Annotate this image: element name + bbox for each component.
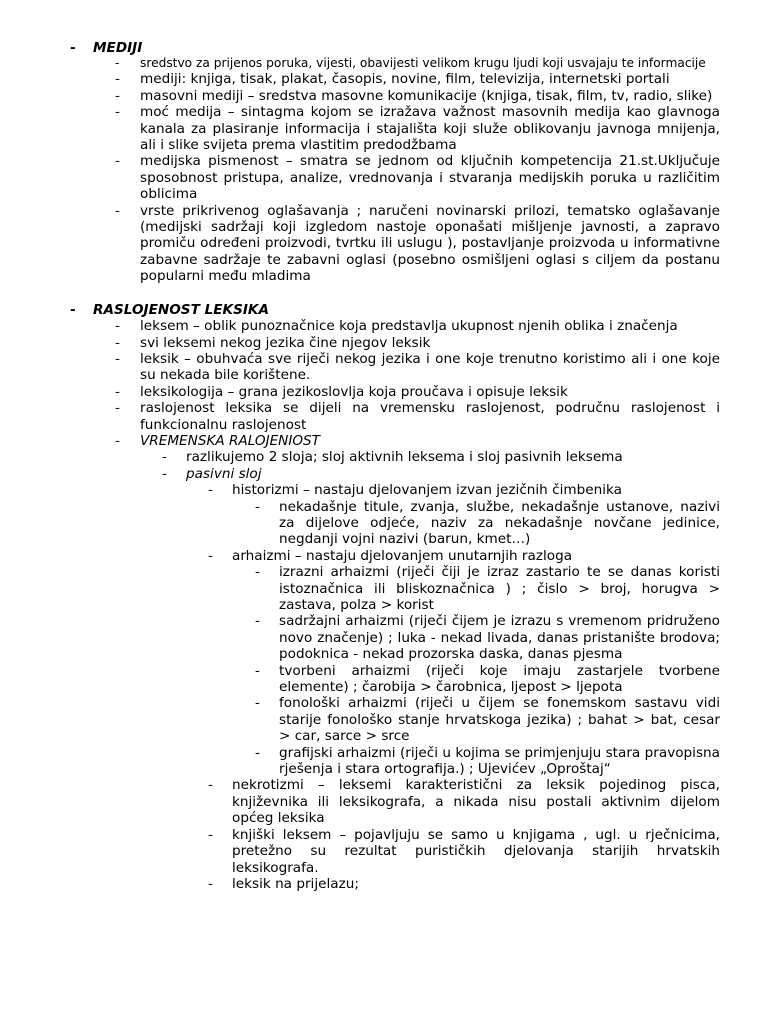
list-item-text: leksem – oblik punoznačnice koja predstavlja ukupnost njenih oblika i značenja (140, 318, 678, 335)
list-item-text: masovni mediji – sredstva masovne komunikacije (knjiga, tisak, film, tv, radio, slike) (140, 87, 713, 104)
bullet-dash: - (208, 482, 213, 499)
list-item-text: grafijski arhaizmi (riječi u kojima se primjenjuju stara pravopisna rješenja i stara ortografija.) ; Ujevićev „Oproštaj“ (279, 744, 720, 778)
bullet-dash: - (115, 383, 120, 400)
list-item-text: knjiški leksem – pojavljuju se samo u knjigama , ugl. u rječnicima, pretežno su rezultat purističkih djelovanja starijih hrvatskih leksikografa. (232, 826, 720, 876)
list-item (255, 662, 720, 696)
list-item (115, 71, 720, 88)
bullet-dash: - (115, 202, 120, 219)
list-item-prijelaz (208, 875, 720, 892)
list-item (115, 153, 720, 203)
bullet-dash: - (70, 301, 76, 318)
section-title: MEDIJI (93, 40, 143, 56)
list-item-text: leksikologija – grana jezikoslovlja koja proučava i opisuje leksik (140, 383, 568, 400)
bullet-dash: - (255, 695, 260, 712)
bullet-dash: - (115, 318, 120, 335)
list-item (255, 744, 720, 778)
list-item-text: izrazni arhaizmi (riječi čiji je izraz zastario te se danas koristi istoznačnica ili bliskoznačnica ) ; čislo > broj, horugva > zastava, polza > korist (279, 564, 720, 613)
list-item-arhaizmi (208, 547, 720, 564)
list-item (115, 104, 720, 154)
bullet-dash: - (115, 56, 120, 71)
list-item-text: moć medija – sintagma kojom se izražava važnost masovnih medija kao glavnoga kanala za plasiranje informacija i stajališta koji služe oblikovanju javnoga mnijenja, ali i slike svijeta prema vlastitim predodžbama (140, 104, 720, 154)
document-page (0, 40, 768, 892)
bullet-dash: - (255, 613, 260, 630)
bullet-dash: - (115, 400, 120, 417)
list-item-text: vrste prikrivenog oglašavanja ; naručeni novinarski prilozi, tematsko oglašavanje (medijski sadržaji koji izgledom nastoje oponašati mišljenje javnosti, a zapravo promiču određeni proizvodi, tvrtku ili uslugu ), postavljanje proizvoda u informativne zabavne sadržaje te zabavni oglasi (posebno osmišljeni oglasi s ciljem da postanu popularni među mladima (140, 202, 720, 285)
bullet-dash: - (208, 875, 213, 892)
list-item-text: raslojenost leksika se dijeli na vremensku raslojenost, područnu raslojenost i funkcionalnu raslojenost (140, 400, 720, 433)
list-item-text: razlikujemo 2 sloja; sloj aktivnih leksema i sloj pasivnih leksema (186, 449, 623, 466)
bullet-dash: - (208, 777, 213, 794)
subheading-text: pasivni sloj (186, 465, 262, 482)
bullet-dash: - (115, 334, 120, 351)
bullet-dash: - (115, 87, 120, 104)
list-item-text: sadržajni arhaizmi (riječi čijem je izrazu s vremenom pridruženo novo značenje) ; luka - nekad livada, danas pristanište brodova; podoknica - nekad prozorska daska, danas pjesma (279, 613, 720, 663)
bullet-dash: - (115, 432, 120, 449)
list-item (115, 318, 720, 335)
list-item-text: nekadašnje titule, zvanja, službe, nekadašnje ustanove, nazivi za dijelove odjeće, naziv za nekadašnje novčane jedinice, negdanji vojni nazivi (barun, kmet…) (279, 498, 720, 548)
list-item (115, 202, 720, 285)
bullet-dash: - (115, 350, 120, 367)
list-item (255, 498, 720, 548)
bullet-dash: - (115, 71, 120, 88)
list-item-text: nekrotizmi – leksemi karakteristični za leksik pojedinog pisca, književnika ili leksikografa, a nikada nisu postali aktivnim dijelom općeg leksika (232, 777, 720, 827)
list-item-text: medijska pismenost – smatra se jednom od ključnih kompetencija 21.st.Uključuje sposobnost pristupa, analize, vrednovanja i stvaranja medijskih poruka u različitim oblicima (140, 153, 720, 203)
list-item (115, 400, 720, 433)
bullet-dash: - (255, 662, 260, 679)
list-item (115, 56, 720, 71)
bullet-dash: - (115, 153, 120, 170)
bullet-dash: - (162, 465, 167, 482)
bullet-dash: - (255, 564, 260, 581)
list-item-knjiski (208, 826, 720, 876)
list-item-text: historizmi – nastaju djelovanjem izvan jezičnih čimbenika (232, 482, 622, 499)
section-title: RASLOJENOST LEKSIKA (93, 301, 269, 318)
bullet-dash: - (255, 498, 260, 515)
list-item (255, 613, 720, 663)
subheading-pasivni (162, 465, 720, 482)
list-item (255, 564, 720, 613)
bullet-dash: - (208, 826, 213, 843)
list-item (115, 334, 720, 351)
list-item-text: sredstvo za prijenos poruka, vijesti, obavijesti velikom krugu ljudi koji usvajaju te informacije (140, 56, 706, 71)
list-item-text: mediji: knjiga, tisak, plakat, časopis, novine, film, televizija, internetski portali (140, 71, 670, 88)
list-item-historizmi (208, 482, 720, 499)
subheading-vremenska (115, 432, 720, 449)
list-item (255, 695, 720, 745)
list-item (115, 383, 720, 400)
list-item-nekrotizmi (208, 777, 720, 827)
list-item-text: svi leksemi nekog jezika čine njegov leksik (140, 334, 431, 351)
list-item-text: arhaizmi – nastaju djelovanjem unutarnjih razloga (232, 547, 573, 564)
list-item-text: fonološki arhaizmi (riječi u čijem se fonemskom sastavu vidi starije fonološko stanje hrvatskoga jezika) ; bahat > bat, cesar > car, sarce > srce (279, 695, 720, 745)
list-item-text: tvorbeni arhaizmi (riječi koje imaju zastarjele tvorbene elemente) ; čarobija > čarobnica, ljepost > ljepota (279, 662, 720, 696)
list-item (115, 350, 720, 384)
list-item (115, 87, 720, 104)
subheading-text: VREMENSKA RALOJENIOST (140, 432, 320, 449)
bullet-dash: - (162, 449, 167, 466)
bullet-dash: - (70, 40, 76, 56)
bullet-dash: - (115, 104, 120, 121)
list-item-text: leksik na prijelazu; (232, 875, 359, 892)
list-item (162, 449, 720, 466)
section-gap (0, 285, 768, 302)
section-heading-raslojenost (70, 301, 723, 318)
bullet-dash: - (255, 744, 260, 761)
bullet-dash: - (208, 547, 213, 564)
section-heading-mediji (70, 40, 723, 56)
list-item-text: leksik – obuhvaća sve riječi nekog jezika i one koje trenutno koristimo ali i one koje su nekada bile korištene. (140, 350, 720, 384)
